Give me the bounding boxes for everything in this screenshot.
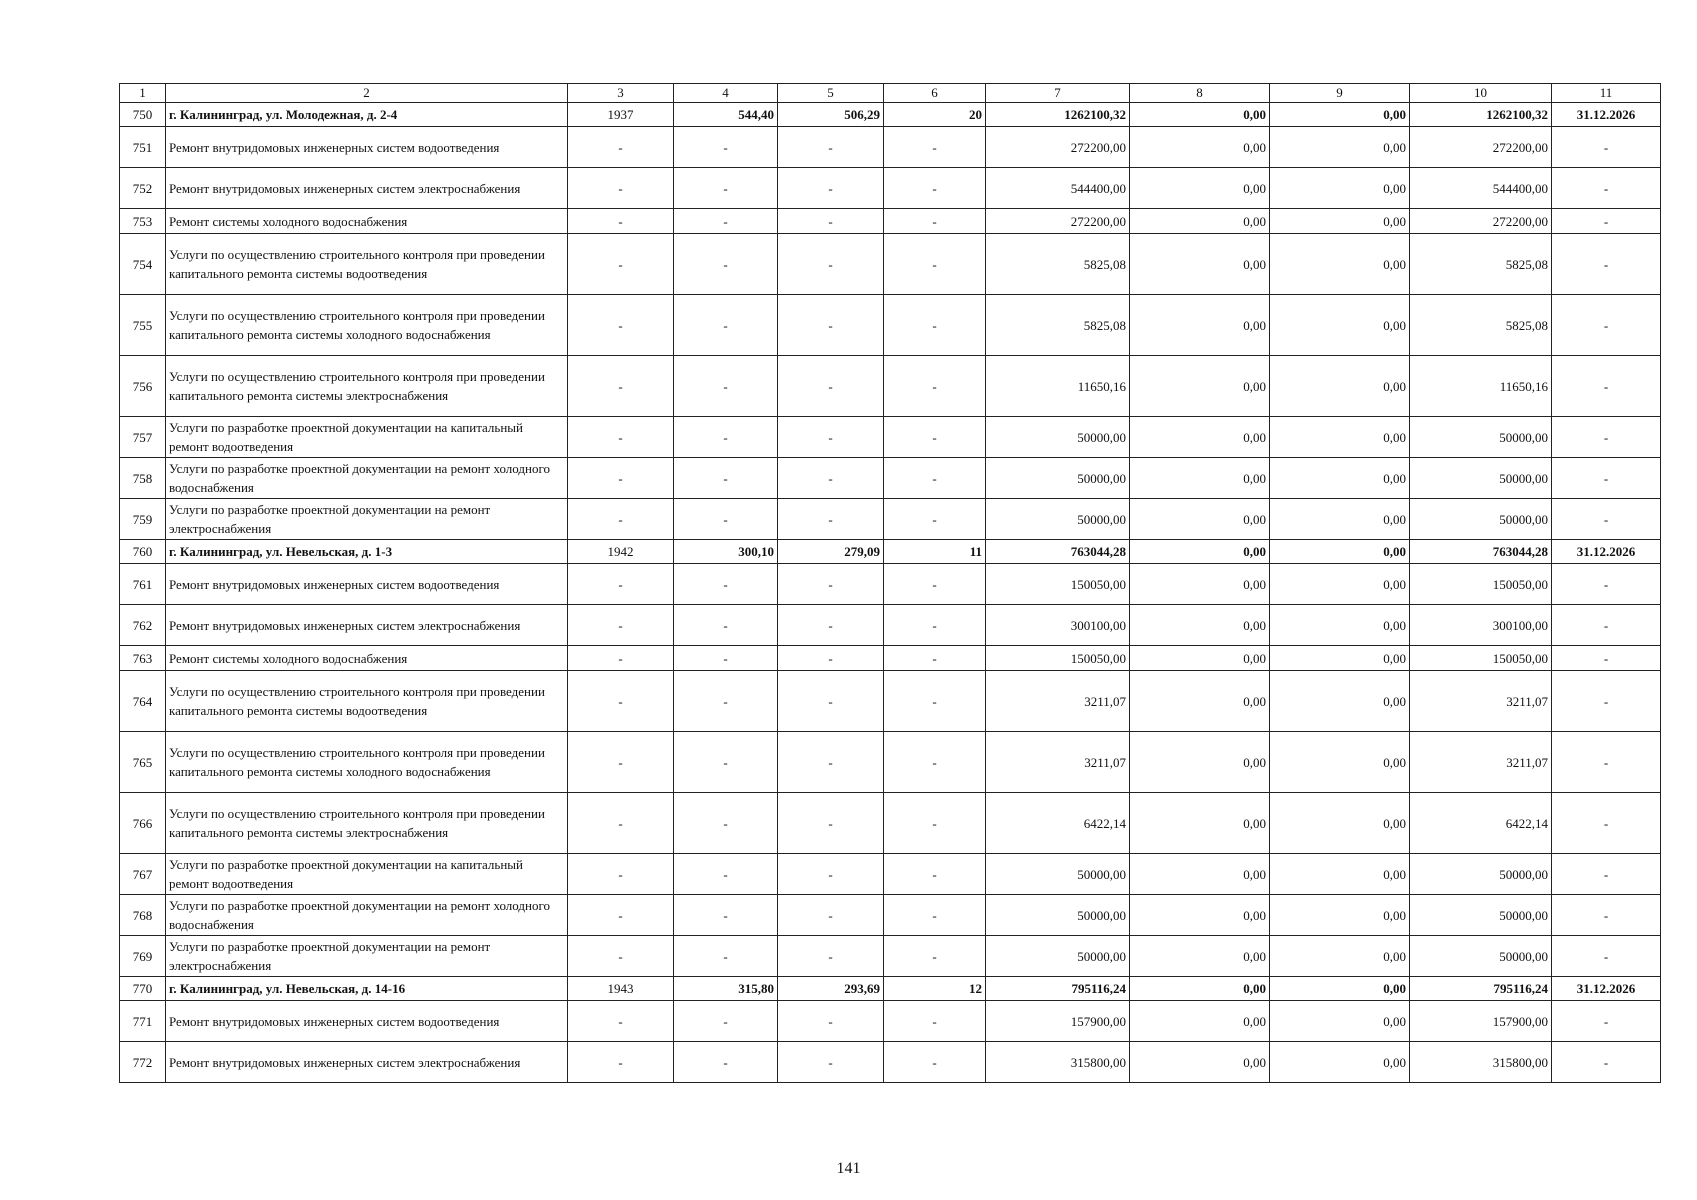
total-area-cell: -: [674, 564, 778, 605]
residents-cell: -: [884, 356, 986, 417]
living-area-cell: -: [778, 1001, 884, 1042]
column-header: 11: [1552, 84, 1661, 103]
work-name-cell: г. Калининград, ул. Молодежная, д. 2-4: [166, 103, 568, 127]
year-cell: -: [568, 895, 674, 936]
work-name-cell: Ремонт внутридомовых инженерных систем электроснабжения: [166, 605, 568, 646]
row-number-cell: 757: [120, 417, 166, 458]
year-cell: -: [568, 499, 674, 540]
cost-col10-cell: 11650,16: [1410, 356, 1552, 417]
row-number-cell: 768: [120, 895, 166, 936]
cost-col8-cell: 0,00: [1130, 499, 1270, 540]
living-area-cell: -: [778, 295, 884, 356]
work-name-cell: Ремонт внутридомовых инженерных систем водоотведения: [166, 127, 568, 168]
residents-cell: -: [884, 127, 986, 168]
row-number-cell: 750: [120, 103, 166, 127]
total-area-cell: -: [674, 458, 778, 499]
work-name-cell: Услуги по осуществлению строительного контроля при проведении капитального ремонта системы водоотведения: [166, 234, 568, 295]
living-area-cell: -: [778, 793, 884, 854]
deadline-cell: -: [1552, 895, 1661, 936]
total-cost-cell: 50000,00: [986, 895, 1130, 936]
deadline-cell: -: [1552, 671, 1661, 732]
cost-col10-cell: 763044,28: [1410, 540, 1552, 564]
cost-col10-cell: 157900,00: [1410, 1001, 1552, 1042]
total-area-cell: -: [674, 854, 778, 895]
cost-col10-cell: 1262100,32: [1410, 103, 1552, 127]
address-row: [120, 540, 1661, 564]
work-name-cell: Услуги по разработке проектной документации на капитальный ремонт водоотведения: [166, 417, 568, 458]
total-cost-cell: 150050,00: [986, 646, 1130, 671]
cost-col9-cell: 0,00: [1270, 295, 1410, 356]
cost-col10-cell: 3211,07: [1410, 671, 1552, 732]
cost-col10-cell: 150050,00: [1410, 564, 1552, 605]
column-header: 2: [166, 84, 568, 103]
total-cost-cell: 50000,00: [986, 417, 1130, 458]
year-cell: -: [568, 417, 674, 458]
cost-col9-cell: 0,00: [1270, 732, 1410, 793]
cost-col9-cell: 0,00: [1270, 854, 1410, 895]
residents-cell: -: [884, 458, 986, 499]
column-header: 5: [778, 84, 884, 103]
total-area-cell: -: [674, 168, 778, 209]
total-cost-cell: 544400,00: [986, 168, 1130, 209]
cost-col8-cell: 0,00: [1130, 168, 1270, 209]
repair-program-table: [119, 83, 1661, 1083]
total-cost-cell: 5825,08: [986, 234, 1130, 295]
deadline-cell: 31.12.2026: [1552, 540, 1661, 564]
column-header: 7: [986, 84, 1130, 103]
year-cell: -: [568, 1001, 674, 1042]
work-item-row: [120, 1001, 1661, 1042]
deadline-cell: -: [1552, 234, 1661, 295]
cost-col8-cell: 0,00: [1130, 458, 1270, 499]
column-header: 3: [568, 84, 674, 103]
deadline-cell: -: [1552, 1042, 1661, 1083]
deadline-cell: -: [1552, 356, 1661, 417]
deadline-cell: -: [1552, 417, 1661, 458]
work-name-cell: Услуги по осуществлению строительного контроля при проведении капитального ремонта системы холодного водоснабжения: [166, 295, 568, 356]
total-cost-cell: 315800,00: [986, 1042, 1130, 1083]
cost-col9-cell: 0,00: [1270, 417, 1410, 458]
cost-col8-cell: 0,00: [1130, 605, 1270, 646]
work-name-cell: Услуги по разработке проектной документации на капитальный ремонт водоотведения: [166, 854, 568, 895]
column-header: 6: [884, 84, 986, 103]
residents-cell: -: [884, 605, 986, 646]
cost-col10-cell: 50000,00: [1410, 417, 1552, 458]
year-cell: -: [568, 671, 674, 732]
cost-col8-cell: 0,00: [1130, 854, 1270, 895]
total-area-cell: 315,80: [674, 977, 778, 1001]
total-area-cell: -: [674, 234, 778, 295]
residents-cell: -: [884, 895, 986, 936]
deadline-cell: -: [1552, 168, 1661, 209]
cost-col9-cell: 0,00: [1270, 564, 1410, 605]
deadline-cell: -: [1552, 458, 1661, 499]
year-cell: 1942: [568, 540, 674, 564]
total-cost-cell: 3211,07: [986, 732, 1130, 793]
work-item-row: [120, 671, 1661, 732]
work-name-cell: Ремонт внутридомовых инженерных систем водоотведения: [166, 1001, 568, 1042]
total-area-cell: -: [674, 127, 778, 168]
residents-cell: -: [884, 168, 986, 209]
total-cost-cell: 6422,14: [986, 793, 1130, 854]
deadline-cell: -: [1552, 1001, 1661, 1042]
cost-col9-cell: 0,00: [1270, 168, 1410, 209]
residents-cell: -: [884, 564, 986, 605]
living-area-cell: -: [778, 209, 884, 234]
cost-col8-cell: 0,00: [1130, 103, 1270, 127]
row-number-cell: 751: [120, 127, 166, 168]
work-name-cell: Услуги по разработке проектной документации на ремонт холодного водоснабжения: [166, 458, 568, 499]
cost-col10-cell: 50000,00: [1410, 936, 1552, 977]
total-area-cell: -: [674, 605, 778, 646]
living-area-cell: -: [778, 356, 884, 417]
year-cell: -: [568, 732, 674, 793]
cost-col10-cell: 50000,00: [1410, 854, 1552, 895]
year-cell: -: [568, 127, 674, 168]
cost-col8-cell: 0,00: [1130, 895, 1270, 936]
cost-col10-cell: 50000,00: [1410, 499, 1552, 540]
row-number-cell: 752: [120, 168, 166, 209]
work-name-cell: Ремонт системы холодного водоснабжения: [166, 646, 568, 671]
column-header: 1: [120, 84, 166, 103]
cost-col10-cell: 272200,00: [1410, 127, 1552, 168]
cost-col10-cell: 50000,00: [1410, 458, 1552, 499]
cost-col10-cell: 6422,14: [1410, 793, 1552, 854]
cost-col8-cell: 0,00: [1130, 356, 1270, 417]
work-item-row: [120, 127, 1661, 168]
cost-col9-cell: 0,00: [1270, 646, 1410, 671]
living-area-cell: -: [778, 1042, 884, 1083]
work-item-row: [120, 499, 1661, 540]
year-cell: -: [568, 605, 674, 646]
work-item-row: [120, 793, 1661, 854]
living-area-cell: -: [778, 854, 884, 895]
cost-col8-cell: 0,00: [1130, 977, 1270, 1001]
work-item-row: [120, 295, 1661, 356]
row-number-cell: 760: [120, 540, 166, 564]
column-header: 8: [1130, 84, 1270, 103]
residents-cell: -: [884, 732, 986, 793]
total-area-cell: 544,40: [674, 103, 778, 127]
work-name-cell: г. Калининград, ул. Невельская, д. 1-3: [166, 540, 568, 564]
residents-cell: -: [884, 854, 986, 895]
year-cell: -: [568, 295, 674, 356]
living-area-cell: -: [778, 127, 884, 168]
deadline-cell: -: [1552, 564, 1661, 605]
row-number-cell: 766: [120, 793, 166, 854]
cost-col9-cell: 0,00: [1270, 103, 1410, 127]
residents-cell: -: [884, 671, 986, 732]
cost-col8-cell: 0,00: [1130, 417, 1270, 458]
living-area-cell: -: [778, 605, 884, 646]
row-number-cell: 761: [120, 564, 166, 605]
cost-col9-cell: 0,00: [1270, 936, 1410, 977]
row-number-cell: 769: [120, 936, 166, 977]
residents-cell: -: [884, 1042, 986, 1083]
row-number-cell: 767: [120, 854, 166, 895]
cost-col10-cell: 5825,08: [1410, 234, 1552, 295]
deadline-cell: -: [1552, 732, 1661, 793]
total-cost-cell: 157900,00: [986, 1001, 1130, 1042]
year-cell: -: [568, 854, 674, 895]
deadline-cell: 31.12.2026: [1552, 977, 1661, 1001]
work-item-row: [120, 1042, 1661, 1083]
work-item-row: [120, 854, 1661, 895]
column-number-row: [120, 84, 1661, 103]
total-cost-cell: 50000,00: [986, 854, 1130, 895]
total-cost-cell: 1262100,32: [986, 103, 1130, 127]
year-cell: -: [568, 646, 674, 671]
total-cost-cell: 50000,00: [986, 936, 1130, 977]
cost-col10-cell: 272200,00: [1410, 209, 1552, 234]
page-number: 141: [836, 1160, 861, 1177]
address-row: [120, 977, 1661, 1001]
row-number-cell: 772: [120, 1042, 166, 1083]
residents-cell: -: [884, 295, 986, 356]
work-item-row: [120, 209, 1661, 234]
cost-col9-cell: 0,00: [1270, 977, 1410, 1001]
work-name-cell: Услуги по осуществлению строительного контроля при проведении капитального ремонта системы электроснабжения: [166, 356, 568, 417]
living-area-cell: -: [778, 646, 884, 671]
deadline-cell: -: [1552, 499, 1661, 540]
cost-col9-cell: 0,00: [1270, 1042, 1410, 1083]
living-area-cell: -: [778, 458, 884, 499]
work-item-row: [120, 732, 1661, 793]
row-number-cell: 755: [120, 295, 166, 356]
cost-col8-cell: 0,00: [1130, 127, 1270, 168]
row-number-cell: 765: [120, 732, 166, 793]
cost-col10-cell: 50000,00: [1410, 895, 1552, 936]
total-area-cell: -: [674, 732, 778, 793]
total-cost-cell: 272200,00: [986, 127, 1130, 168]
cost-col9-cell: 0,00: [1270, 234, 1410, 295]
living-area-cell: -: [778, 234, 884, 295]
residents-cell: 12: [884, 977, 986, 1001]
total-cost-cell: 795116,24: [986, 977, 1130, 1001]
row-number-cell: 758: [120, 458, 166, 499]
residents-cell: -: [884, 417, 986, 458]
cost-col10-cell: 544400,00: [1410, 168, 1552, 209]
year-cell: -: [568, 168, 674, 209]
residents-cell: -: [884, 793, 986, 854]
cost-col8-cell: 0,00: [1130, 234, 1270, 295]
residents-cell: -: [884, 646, 986, 671]
row-number-cell: 756: [120, 356, 166, 417]
year-cell: -: [568, 793, 674, 854]
living-area-cell: 293,69: [778, 977, 884, 1001]
deadline-cell: 31.12.2026: [1552, 103, 1661, 127]
deadline-cell: -: [1552, 646, 1661, 671]
living-area-cell: -: [778, 895, 884, 936]
residents-cell: -: [884, 234, 986, 295]
work-item-row: [120, 895, 1661, 936]
work-item-row: [120, 936, 1661, 977]
cost-col9-cell: 0,00: [1270, 671, 1410, 732]
living-area-cell: 279,09: [778, 540, 884, 564]
work-item-row: [120, 168, 1661, 209]
work-name-cell: Услуги по разработке проектной документации на ремонт холодного водоснабжения: [166, 895, 568, 936]
cost-col8-cell: 0,00: [1130, 936, 1270, 977]
total-cost-cell: 50000,00: [986, 499, 1130, 540]
year-cell: 1937: [568, 103, 674, 127]
cost-col8-cell: 0,00: [1130, 540, 1270, 564]
cost-col9-cell: 0,00: [1270, 793, 1410, 854]
total-area-cell: -: [674, 793, 778, 854]
total-area-cell: -: [674, 671, 778, 732]
work-name-cell: Услуги по разработке проектной документации на ремонт электроснабжения: [166, 936, 568, 977]
row-number-cell: 762: [120, 605, 166, 646]
row-number-cell: 754: [120, 234, 166, 295]
deadline-cell: -: [1552, 854, 1661, 895]
work-item-row: [120, 646, 1661, 671]
living-area-cell: -: [778, 671, 884, 732]
cost-col9-cell: 0,00: [1270, 356, 1410, 417]
work-name-cell: Ремонт внутридомовых инженерных систем водоотведения: [166, 564, 568, 605]
cost-col8-cell: 0,00: [1130, 732, 1270, 793]
cost-col8-cell: 0,00: [1130, 646, 1270, 671]
deadline-cell: -: [1552, 127, 1661, 168]
total-area-cell: -: [674, 646, 778, 671]
deadline-cell: -: [1552, 793, 1661, 854]
row-number-cell: 763: [120, 646, 166, 671]
total-area-cell: -: [674, 936, 778, 977]
row-number-cell: 753: [120, 209, 166, 234]
work-name-cell: г. Калининград, ул. Невельская, д. 14-16: [166, 977, 568, 1001]
residents-cell: -: [884, 936, 986, 977]
work-name-cell: Ремонт внутридомовых инженерных систем электроснабжения: [166, 168, 568, 209]
row-number-cell: 759: [120, 499, 166, 540]
work-name-cell: Ремонт внутридомовых инженерных систем электроснабжения: [166, 1042, 568, 1083]
cost-col9-cell: 0,00: [1270, 127, 1410, 168]
column-header: 10: [1410, 84, 1552, 103]
cost-col8-cell: 0,00: [1130, 1001, 1270, 1042]
cost-col9-cell: 0,00: [1270, 605, 1410, 646]
living-area-cell: -: [778, 564, 884, 605]
total-cost-cell: 763044,28: [986, 540, 1130, 564]
living-area-cell: 506,29: [778, 103, 884, 127]
living-area-cell: -: [778, 417, 884, 458]
total-area-cell: -: [674, 356, 778, 417]
deadline-cell: -: [1552, 209, 1661, 234]
work-item-row: [120, 564, 1661, 605]
year-cell: -: [568, 936, 674, 977]
work-item-row: [120, 417, 1661, 458]
year-cell: -: [568, 1042, 674, 1083]
year-cell: -: [568, 356, 674, 417]
row-number-cell: 770: [120, 977, 166, 1001]
cost-col8-cell: 0,00: [1130, 564, 1270, 605]
residents-cell: 11: [884, 540, 986, 564]
residents-cell: -: [884, 1001, 986, 1042]
year-cell: -: [568, 458, 674, 499]
living-area-cell: -: [778, 936, 884, 977]
living-area-cell: -: [778, 499, 884, 540]
cost-col10-cell: 5825,08: [1410, 295, 1552, 356]
row-number-cell: 771: [120, 1001, 166, 1042]
column-header: 9: [1270, 84, 1410, 103]
living-area-cell: -: [778, 168, 884, 209]
cost-col10-cell: 315800,00: [1410, 1042, 1552, 1083]
total-cost-cell: 5825,08: [986, 295, 1130, 356]
cost-col10-cell: 150050,00: [1410, 646, 1552, 671]
work-item-row: [120, 458, 1661, 499]
year-cell: 1943: [568, 977, 674, 1001]
total-area-cell: -: [674, 1001, 778, 1042]
deadline-cell: -: [1552, 936, 1661, 977]
table-body: [120, 103, 1661, 1083]
work-item-row: [120, 605, 1661, 646]
work-name-cell: Услуги по осуществлению строительного контроля при проведении капитального ремонта системы электроснабжения: [166, 793, 568, 854]
work-item-row: [120, 356, 1661, 417]
total-cost-cell: 150050,00: [986, 564, 1130, 605]
work-name-cell: Услуги по осуществлению строительного контроля при проведении капитального ремонта системы водоотведения: [166, 671, 568, 732]
total-cost-cell: 11650,16: [986, 356, 1130, 417]
year-cell: -: [568, 234, 674, 295]
cost-col10-cell: 795116,24: [1410, 977, 1552, 1001]
address-row: [120, 103, 1661, 127]
cost-col8-cell: 0,00: [1130, 209, 1270, 234]
work-name-cell: Услуги по осуществлению строительного контроля при проведении капитального ремонта системы холодного водоснабжения: [166, 732, 568, 793]
year-cell: -: [568, 209, 674, 234]
work-name-cell: Ремонт системы холодного водоснабжения: [166, 209, 568, 234]
total-area-cell: -: [674, 295, 778, 356]
deadline-cell: -: [1552, 605, 1661, 646]
total-area-cell: -: [674, 209, 778, 234]
living-area-cell: -: [778, 732, 884, 793]
residents-cell: -: [884, 209, 986, 234]
year-cell: -: [568, 564, 674, 605]
cost-col9-cell: 0,00: [1270, 540, 1410, 564]
cost-col8-cell: 0,00: [1130, 1042, 1270, 1083]
residents-cell: -: [884, 499, 986, 540]
total-cost-cell: 300100,00: [986, 605, 1130, 646]
total-area-cell: -: [674, 1042, 778, 1083]
total-area-cell: -: [674, 499, 778, 540]
work-name-cell: Услуги по разработке проектной документации на ремонт электроснабжения: [166, 499, 568, 540]
column-header: 4: [674, 84, 778, 103]
cost-col9-cell: 0,00: [1270, 209, 1410, 234]
cost-col8-cell: 0,00: [1130, 793, 1270, 854]
total-area-cell: -: [674, 417, 778, 458]
total-cost-cell: 50000,00: [986, 458, 1130, 499]
total-cost-cell: 3211,07: [986, 671, 1130, 732]
row-number-cell: 764: [120, 671, 166, 732]
total-area-cell: -: [674, 895, 778, 936]
work-item-row: [120, 234, 1661, 295]
cost-col8-cell: 0,00: [1130, 295, 1270, 356]
cost-col9-cell: 0,00: [1270, 458, 1410, 499]
cost-col9-cell: 0,00: [1270, 1001, 1410, 1042]
cost-col9-cell: 0,00: [1270, 499, 1410, 540]
cost-col8-cell: 0,00: [1130, 671, 1270, 732]
cost-col9-cell: 0,00: [1270, 895, 1410, 936]
cost-col10-cell: 3211,07: [1410, 732, 1552, 793]
cost-col10-cell: 300100,00: [1410, 605, 1552, 646]
total-cost-cell: 272200,00: [986, 209, 1130, 234]
deadline-cell: -: [1552, 295, 1661, 356]
residents-cell: 20: [884, 103, 986, 127]
total-area-cell: 300,10: [674, 540, 778, 564]
